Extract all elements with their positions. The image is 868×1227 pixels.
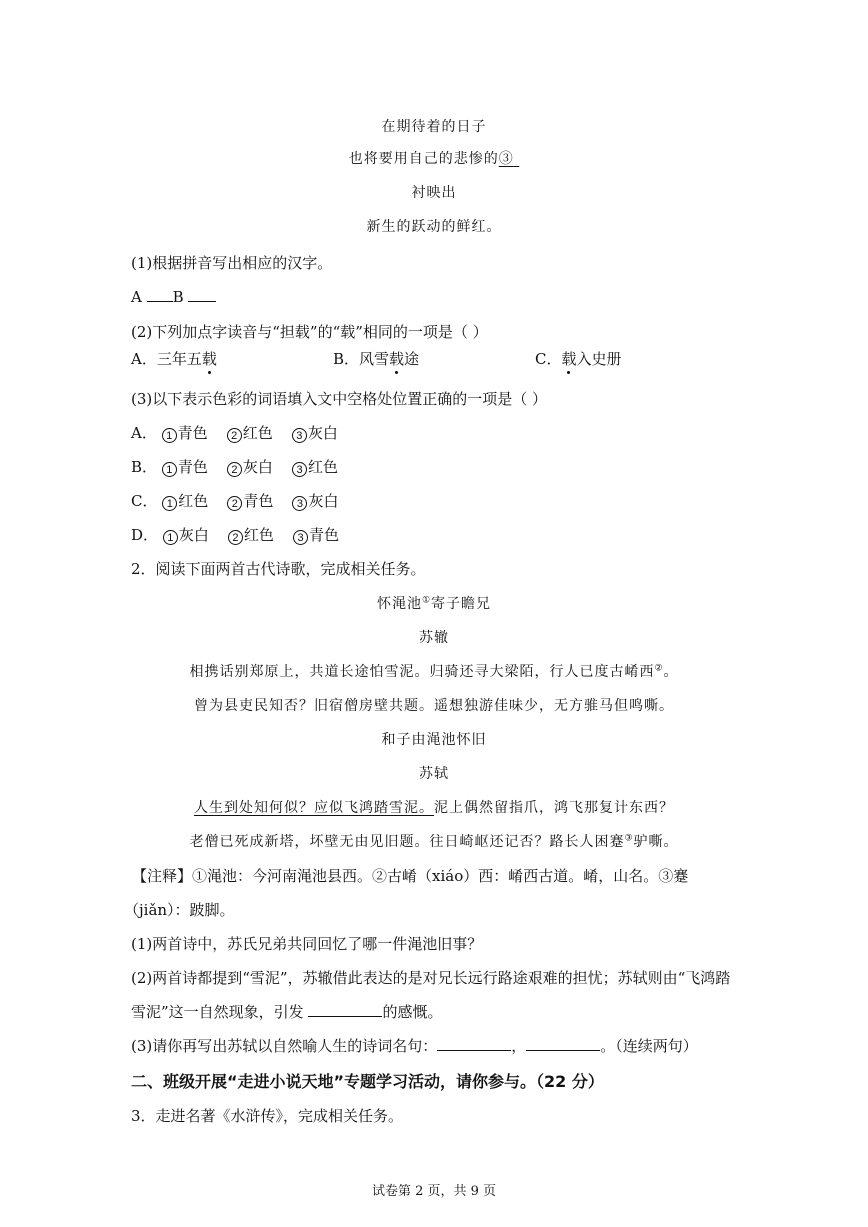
- answer-blank-1[interactable]: [437, 1036, 511, 1051]
- choice-d[interactable]: D． 1 灰白 2 红色 3 青色: [131, 526, 340, 544]
- answer-blank[interactable]: [308, 1002, 382, 1017]
- poem1-title: 怀渑池①寄子瞻兄: [376, 595, 492, 612]
- circled-number: 1: [162, 496, 177, 511]
- blank-b[interactable]: [188, 287, 216, 302]
- circled-number: 3: [292, 428, 307, 443]
- q1-sub2-option-a[interactable]: A．三年五载: [131, 350, 217, 368]
- dotted-char: 载: [561, 350, 577, 368]
- label-a: A: [131, 288, 142, 306]
- poem1-line-1: 相携话别郑原上，共道长途怕雪泥。归骑还寻大梁陌，行人已度古崤西②。: [189, 663, 679, 680]
- q2-sub3: (3)请你再写出苏轼以自然喻人生的诗词名句： ， 。（连续两句）: [131, 1037, 698, 1055]
- circled-number: 3: [292, 462, 307, 477]
- label-b: B: [172, 288, 184, 306]
- circled-number: 3: [293, 530, 308, 545]
- choice-c[interactable]: C． 1 红色 2 青色 3 灰白: [131, 492, 339, 510]
- poem1-line-2: 曾为县吏民知否？旧宿僧房壁共题。遥想独游佳味少，无方骓马但鸣嘶。: [194, 698, 674, 714]
- choice-b[interactable]: B． 1 青色 2 灰白 3 红色: [131, 458, 339, 476]
- circled-number: 2: [227, 462, 242, 477]
- circled-number: 1: [163, 530, 178, 545]
- underlined-verse: 人生到处知何似？应似飞鸿踏雪泥。: [194, 800, 434, 816]
- blank-a[interactable]: [147, 287, 173, 302]
- q1-sub2-option-c[interactable]: C．载入史册: [535, 350, 622, 368]
- circled-number: 2: [227, 496, 242, 511]
- q1-sub1: (1)根据拼音写出相应的汉字。: [131, 254, 333, 272]
- poem2-title: 和子由渑池怀旧: [381, 732, 487, 748]
- poem2-line-2: 老僧已死成新塔，坏壁无由见旧题。往日崎岖还记否？路长人困蹇③驴嘶。: [189, 833, 679, 850]
- q2-sub1: (1)两首诗中，苏氏兄弟共同回忆了哪一件渑池旧事？: [131, 935, 483, 953]
- q3-intro: 3．走进名著《水浒传》，完成相关任务。: [131, 1107, 404, 1125]
- circled-number: 3: [292, 496, 307, 511]
- circled-number: 2: [228, 530, 243, 545]
- circled-number: 2: [227, 428, 242, 443]
- poem1-author: 苏辙: [419, 630, 449, 646]
- q2-sub2-line-1: (2)两首诗都提到“雪泥”，苏辙借此表达的是对兄长远行路途艰难的担忧；苏轼则由“飞鸿踏: [131, 969, 731, 987]
- poem-line-2-text: 也将要用自己的悲惨的: [348, 151, 499, 167]
- poem-line-1: 在期待着的日子: [381, 119, 487, 135]
- poem-line-2: [0, 148, 868, 168]
- dotted-char: 载: [389, 350, 405, 368]
- q2-intro: 2．阅读下面两首古代诗歌，完成相关任务。: [131, 560, 426, 578]
- q2-sub2-line-2: 雪泥”这一自然现象，引发 的感慨。: [131, 1003, 443, 1021]
- notes-line-1: 【注释】①渑池：今河南渑池县西。②古崤（xiáo）西：崤西古道。崤，山名。③蹇: [132, 867, 689, 885]
- q1-sub3: (3)以下表示色彩的词语填入文中空格处位置正确的一项是（ ）: [131, 390, 548, 408]
- poem-line-4: 新生的跃动的鲜红。: [366, 219, 502, 235]
- circled-number: 1: [162, 428, 177, 443]
- circled-number: 1: [162, 462, 177, 477]
- poem2-line-1: 人生到处知何似？应似飞鸿踏雪泥。泥上偶然留指爪，鸿飞那复计东西？: [194, 800, 674, 816]
- poem2-author: 苏轼: [419, 766, 449, 782]
- page-footer: 试卷第 2 页，共 9 页: [371, 1184, 497, 1199]
- q1-sub2-option-b[interactable]: B．风雪载途: [333, 350, 420, 368]
- answer-blank-2[interactable]: [526, 1036, 600, 1051]
- poem-line-3: 衬映出: [411, 185, 457, 201]
- dotted-char: 载: [201, 350, 217, 368]
- choice-a[interactable]: A． 1 青色 2 红色 3 灰白: [131, 424, 338, 442]
- q1-sub1-answer-row: [131, 287, 216, 306]
- notes-line-2: （jiǎn）：跛脚。: [124, 901, 235, 919]
- poem-blank-3: ③: [498, 151, 514, 167]
- q1-sub2: (2)下列加点字读音与“担载”的“载”相同的一项是（ ）: [131, 323, 488, 341]
- section-heading: 二、班级开展“走进小说天地”专题学习活动，请你参与。（22 分）: [131, 1072, 604, 1091]
